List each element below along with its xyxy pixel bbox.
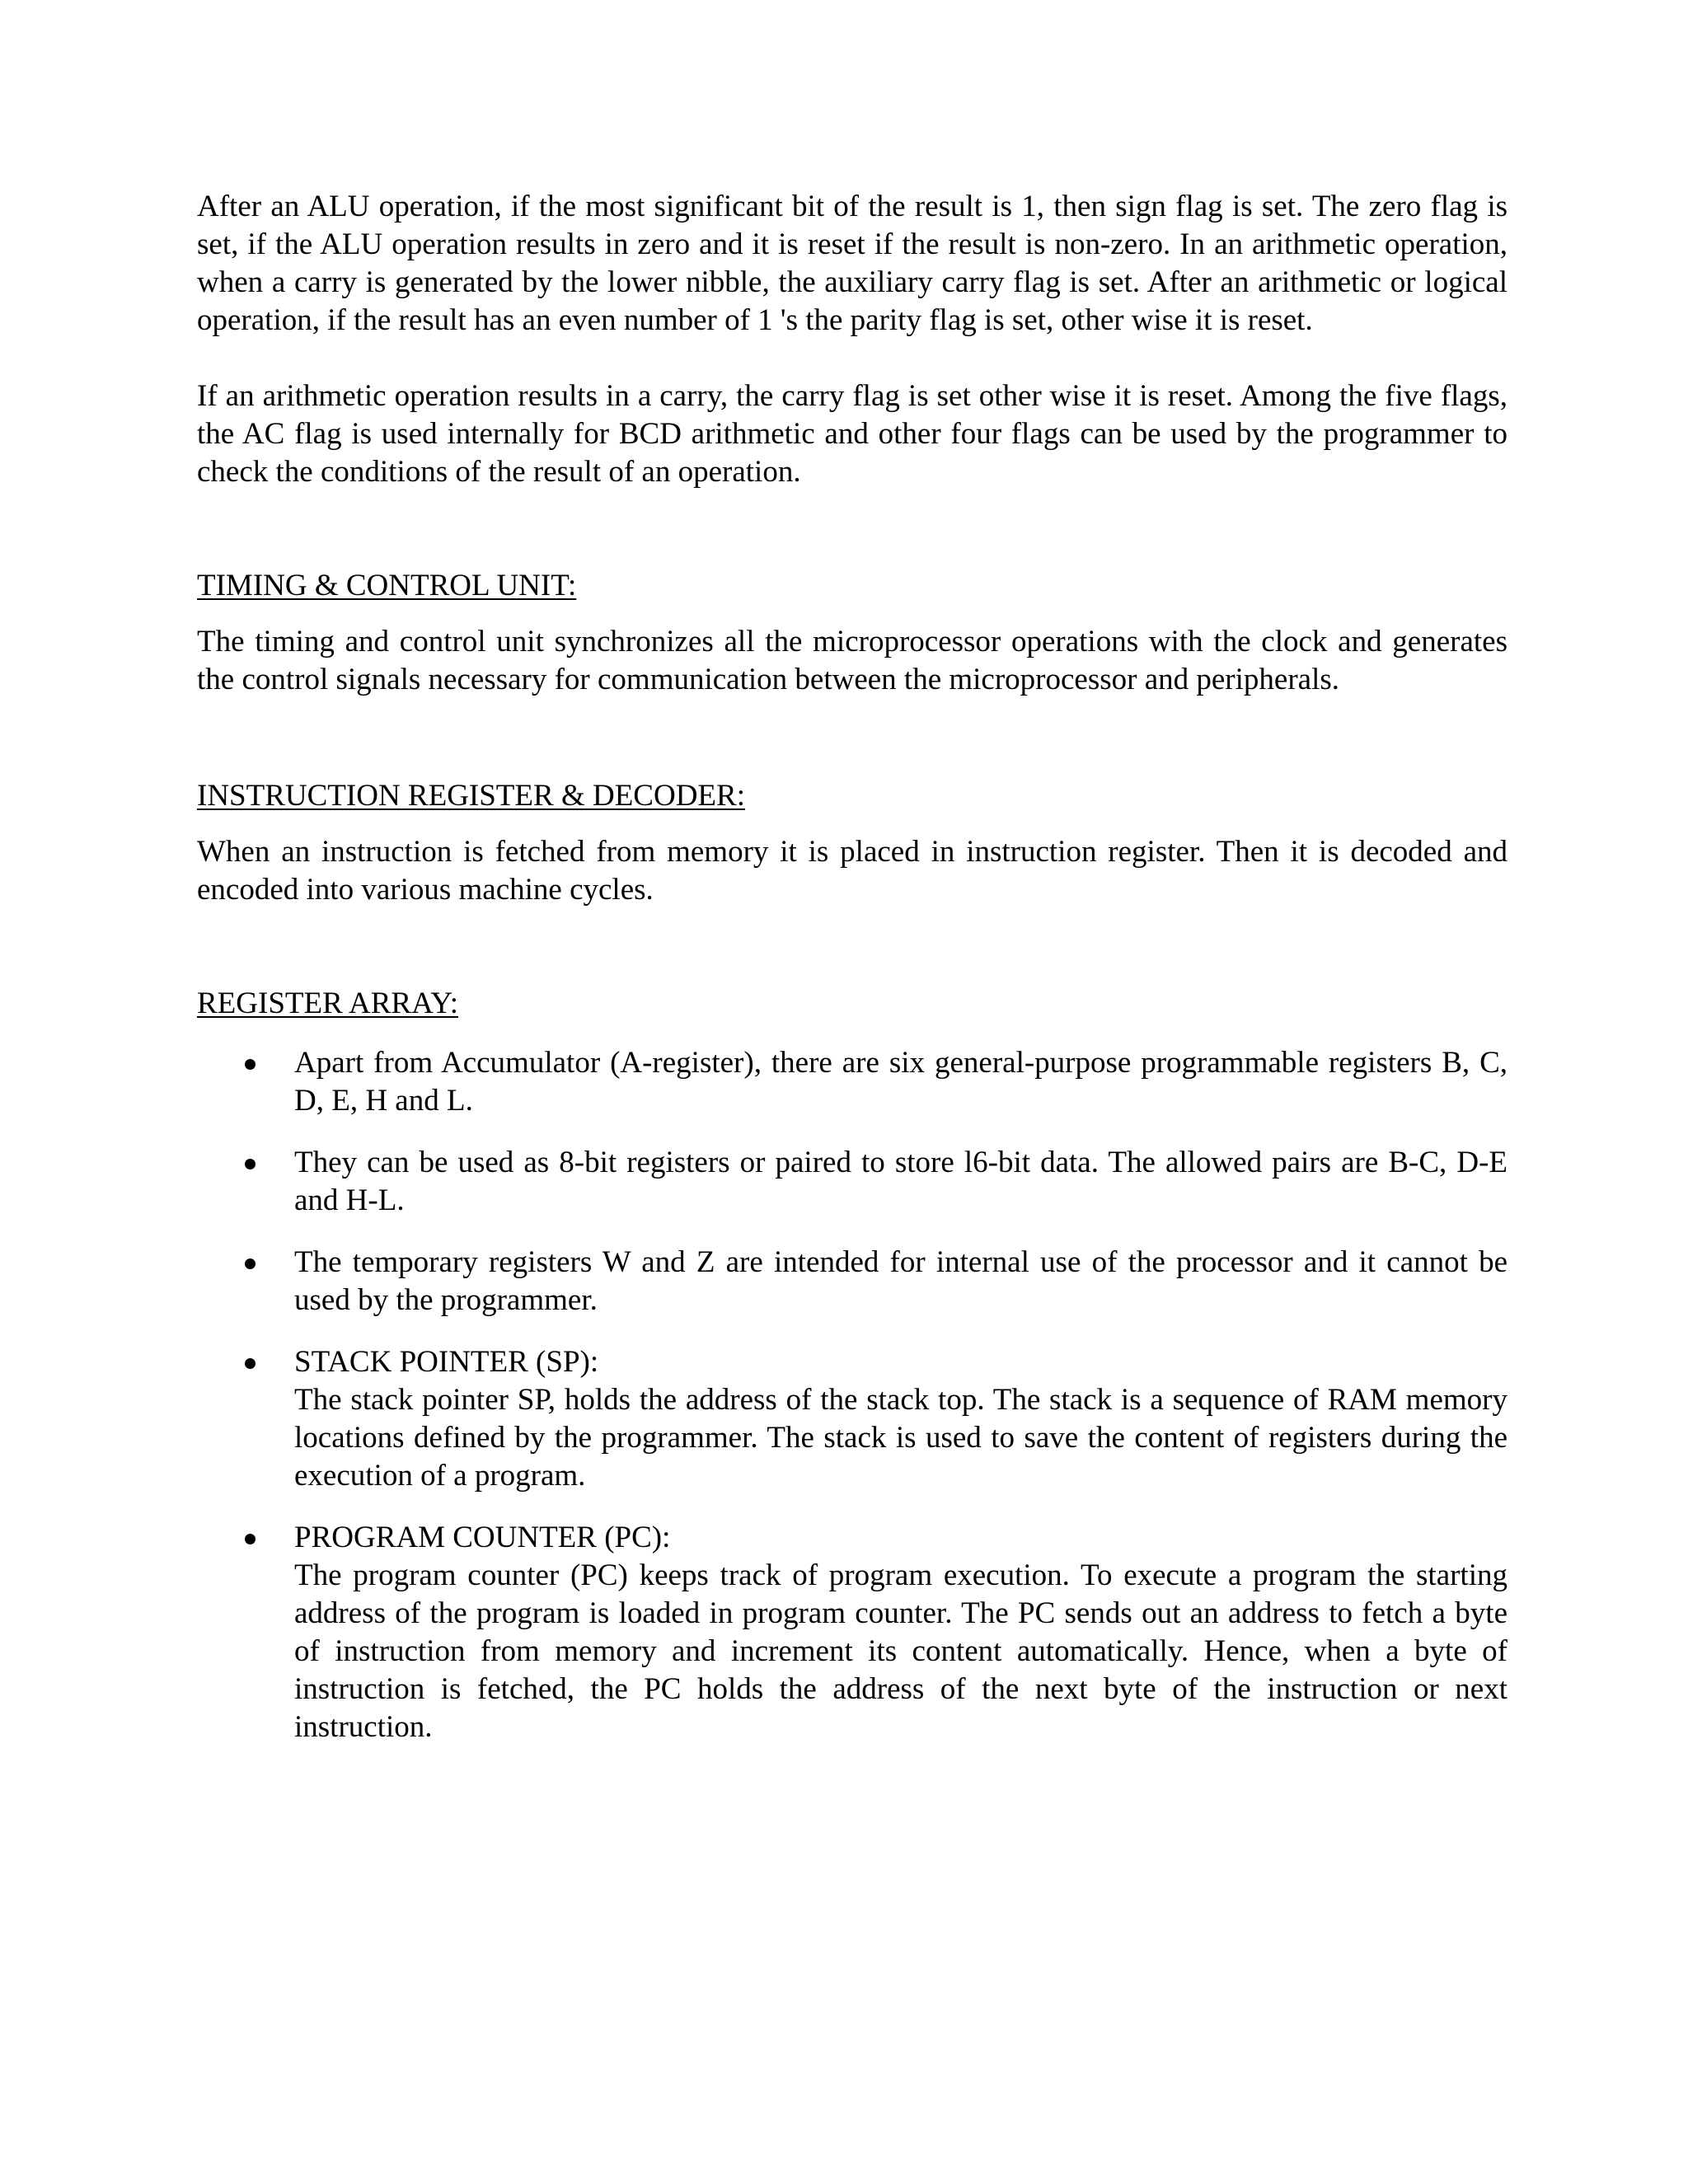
- program-counter-heading: PROGRAM COUNTER (PC):: [294, 1521, 671, 1554]
- bullet-icon: [245, 1159, 256, 1169]
- timing-control-heading: TIMING & CONTROL UNIT:: [197, 569, 577, 602]
- bullet-icon: [245, 1534, 256, 1544]
- list-item-text: Apart from Accumulator (A-register), there are six general-purpose programmable registers B, C, D, E, H and L.: [294, 1046, 1507, 1118]
- register-array-heading: REGISTER ARRAY:: [197, 987, 458, 1020]
- list-item-text: The temporary registers W and Z are intended for internal use of the processor and it cannot be used by the programmer.: [294, 1245, 1507, 1317]
- list-item-text: The program counter (PC) keeps track of program execution. To execute a program the starting address of the program is loaded in program counter. The PC sends out an address to fetch a byte of instruction from memory and increment its content automatically. Hence, when a byte of instruction is fetched, the PC holds the address of the next byte of the instruction or next instruction.: [294, 1558, 1507, 1744]
- list-item: [197, 1044, 1507, 1120]
- instruction-register-heading: INSTRUCTION REGISTER & DECODER:: [197, 779, 745, 813]
- list-item-text: They can be used as 8-bit registers or paired to store l6-bit data. The allowed pairs are B-C, D-E and H-L.: [294, 1146, 1507, 1217]
- document-page: [197, 188, 1507, 1770]
- instruction-register-body: When an instruction is fetched from memory it is placed in instruction register. Then it is decoded and encoded into various machine cycles.: [197, 835, 1507, 907]
- stack-pointer-heading: STACK POINTER (SP):: [294, 1345, 599, 1379]
- register-array-list: [197, 1044, 1507, 1746]
- bullet-icon: [245, 1059, 256, 1070]
- flags-paragraph-2: If an arithmetic operation results in a carry, the carry flag is set other wise it is reset. Among the five flags, the AC flag is used internally for BCD arithmetic and other four flags can be used by the programmer to check the conditions of the result of an operation.: [197, 379, 1507, 489]
- list-item: [197, 1519, 1507, 1746]
- timing-control-body: The timing and control unit synchronizes all the microprocessor operations with the clock and generates the control signals necessary for communication between the microprocessor and peripherals.: [197, 625, 1507, 696]
- list-item: [197, 1343, 1507, 1495]
- list-item: [197, 1144, 1507, 1220]
- list-item-text: The stack pointer SP, holds the address of the stack top. The stack is a sequence of RAM memory locations defined by the programmer. The stack is used to save the content of registers during the execution of a program.: [294, 1383, 1507, 1493]
- flags-paragraph-1: After an ALU operation, if the most significant bit of the result is 1, then sign flag is set. The zero flag is set, if the ALU operation results in zero and it is reset if the result is non-zero. In an arithmetic operation, when a carry is generated by the lower nibble, the auxiliary carry flag is set. After an arithmetic or logical operation, if the result has an even number of 1 's the parity flag is set, other wise it is reset.: [197, 190, 1507, 337]
- bullet-icon: [245, 1258, 256, 1269]
- list-item: [197, 1244, 1507, 1319]
- bullet-icon: [245, 1358, 256, 1369]
